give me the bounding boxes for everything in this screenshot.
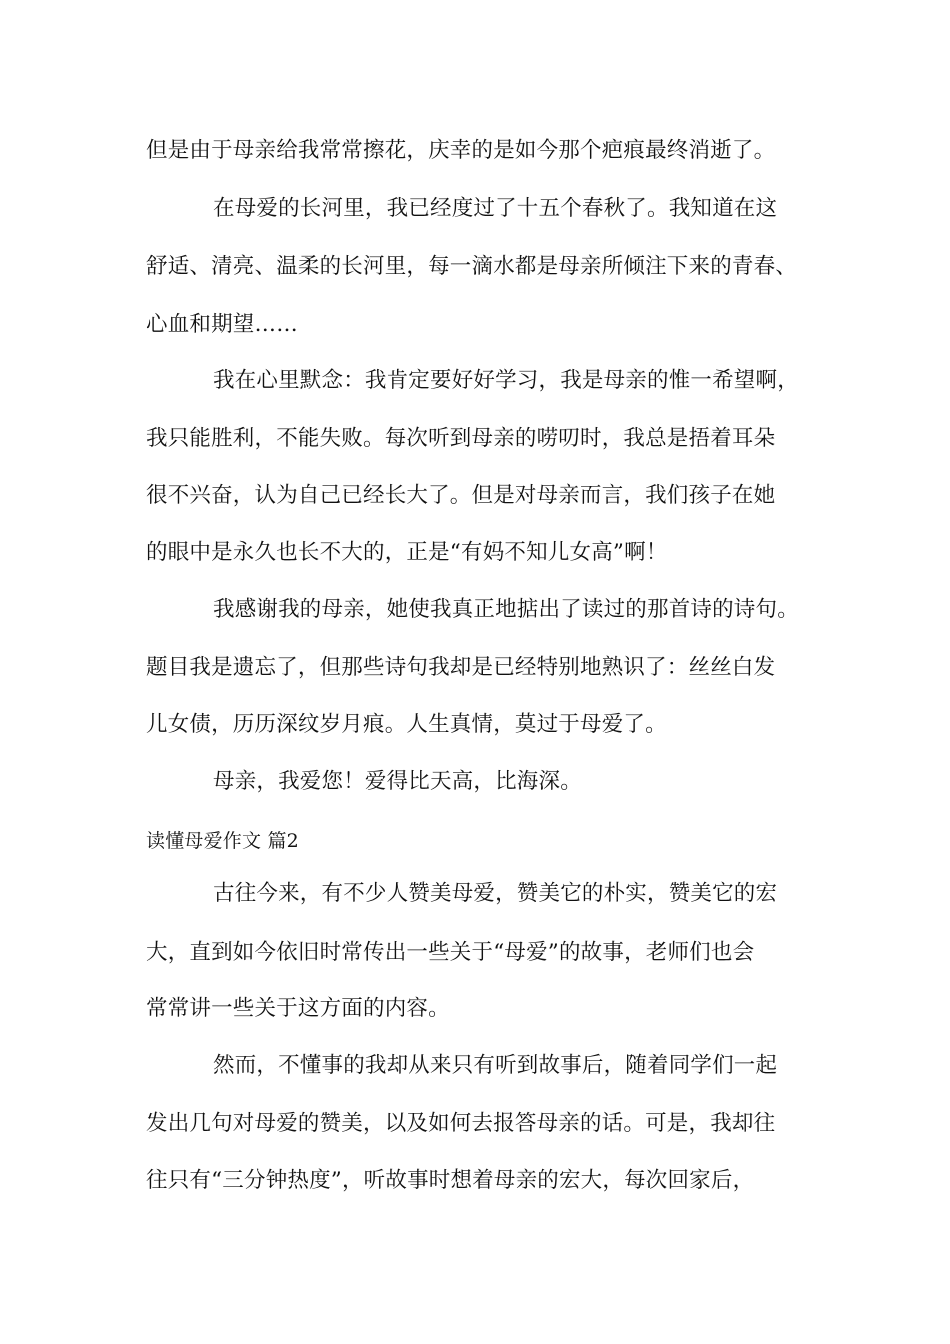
section-heading: 读懂母爱作文 篇2 [146, 830, 299, 852]
paragraph-start: 然而，不懂事的我却从来只有听到故事后，随着同学们一起 [213, 1053, 778, 1078]
paragraph-start: 我在心里默念：我肯定要好好学习，我是母亲的惟一希望啊， [213, 368, 799, 393]
text-line: 很不兴奋，认为自己已经长大了。但是对母亲而言，我们孩子在她 [146, 483, 776, 508]
text-line: 常常讲一些关于这方面的内容。 [146, 996, 450, 1021]
text-line: 发出几句对母爱的赞美，以及如何去报答母亲的话。可是，我却往 [146, 1111, 776, 1136]
text-line: 我只能胜利，不能失败。每次听到母亲的唠叨时，我总是捂着耳朵 [146, 426, 776, 451]
text-line: 大，直到如今依旧时常传出一些关于“母爱”的故事，老师们也会 [146, 940, 755, 965]
text-line: 往只有“三分钟热度”，听故事时想着母亲的宏大，每次回家后， [146, 1168, 755, 1193]
text-line: 儿女债，历历深纹岁月痕。人生真情，莫过于母爱了。 [146, 712, 667, 737]
paragraph-start: 在母爱的长河里，我已经度过了十五个春秋了。我知道在这 [213, 196, 778, 221]
paragraph-start: 古往今来，有不少人赞美母爱，赞美它的朴实，赞美它的宏 [213, 881, 778, 906]
text-line: 的眼中是永久也长不大的，正是“有妈不知儿女高”啊！ [146, 540, 668, 565]
text-line: 心血和期望…… [146, 312, 298, 337]
text-line: 舒适、清亮、温柔的长河里，每一滴水都是母亲所倾注下来的青春、 [146, 254, 798, 279]
text-line: 但是由于母亲给我常常擦花，庆幸的是如今那个疤痕最终消逝了。 [146, 138, 776, 163]
text-line: 题目我是遗忘了，但那些诗句我却是已经特别地熟识了：丝丝白发 [146, 655, 776, 680]
paragraph-start: 我感谢我的母亲，她使我真正地掂出了读过的那首诗的诗句。 [213, 597, 799, 622]
paragraph-start: 母亲，我爱您！爱得比天高，比海深。 [213, 769, 582, 794]
